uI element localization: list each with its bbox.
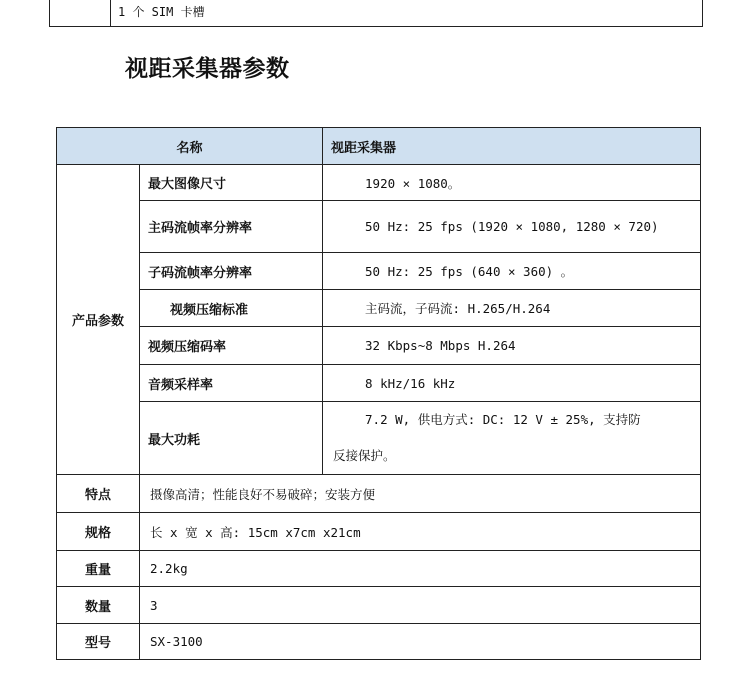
- header-value-cell: 视距采集器: [323, 128, 701, 165]
- row-label: 重量: [57, 551, 140, 587]
- row-value: 摄像高清；性能良好不易破碎；安装方便: [140, 475, 701, 513]
- table-header-row: [57, 128, 701, 165]
- row-value: SX-3100: [140, 624, 701, 660]
- param-label: 视频压缩码率: [140, 327, 323, 365]
- table-row: [57, 165, 701, 201]
- table-row: [57, 551, 701, 587]
- param-value: 50 Hz: 25 fps (640 × 360) 。: [323, 253, 701, 290]
- table-row: [57, 402, 701, 475]
- table-row: [57, 290, 701, 327]
- param-value: 8 kHz/16 kHz: [323, 365, 701, 402]
- row-label: 型号: [57, 624, 140, 660]
- table-row: [57, 201, 701, 253]
- power-line-2: 反接保护。: [333, 448, 396, 463]
- param-label: 音频采样率: [140, 365, 323, 402]
- row-label: 规格: [57, 513, 140, 551]
- sim-slot-text: 1 个 SIM 卡槽: [118, 5, 205, 19]
- param-label: 子码流帧率分辨率: [140, 253, 323, 290]
- table-row: [57, 253, 701, 290]
- param-value: 1920 × 1080。: [323, 165, 701, 201]
- section-title: 视距采集器参数: [125, 56, 290, 82]
- row-value: 3: [140, 587, 701, 624]
- param-value: 32 Kbps~8 Mbps H.264: [323, 327, 701, 365]
- spec-table: [56, 127, 701, 660]
- param-label: 最大图像尺寸: [140, 165, 323, 201]
- param-value: 50 Hz: 25 fps (1920 × 1080, 1280 × 720): [323, 201, 701, 253]
- top-table-left-cell: [50, 0, 111, 26]
- top-table-fragment: [49, 0, 703, 27]
- param-label: 视频压缩标准: [140, 290, 323, 327]
- table-row: [57, 513, 701, 551]
- row-label: 特点: [57, 475, 140, 513]
- param-label: 主码流帧率分辨率: [140, 201, 323, 253]
- group-label-cell: 产品参数: [57, 165, 140, 475]
- power-line-1: 7.2 W, 供电方式: DC: 12 V ± 25%, 支持防: [365, 412, 641, 427]
- row-label: 数量: [57, 587, 140, 624]
- table-row: [57, 587, 701, 624]
- table-row: [57, 475, 701, 513]
- param-value-multiline: [323, 402, 701, 475]
- param-value: 主码流，子码流: H.265/H.264: [323, 290, 701, 327]
- table-row: [57, 624, 701, 660]
- table-row: [57, 365, 701, 402]
- row-value: 2.2kg: [140, 551, 701, 587]
- header-name-cell: 名称: [57, 128, 323, 165]
- param-label: 最大功耗: [140, 402, 323, 475]
- table-row: [57, 327, 701, 365]
- row-value: 长 x 宽 x 高: 15cm x7cm x21cm: [140, 513, 701, 551]
